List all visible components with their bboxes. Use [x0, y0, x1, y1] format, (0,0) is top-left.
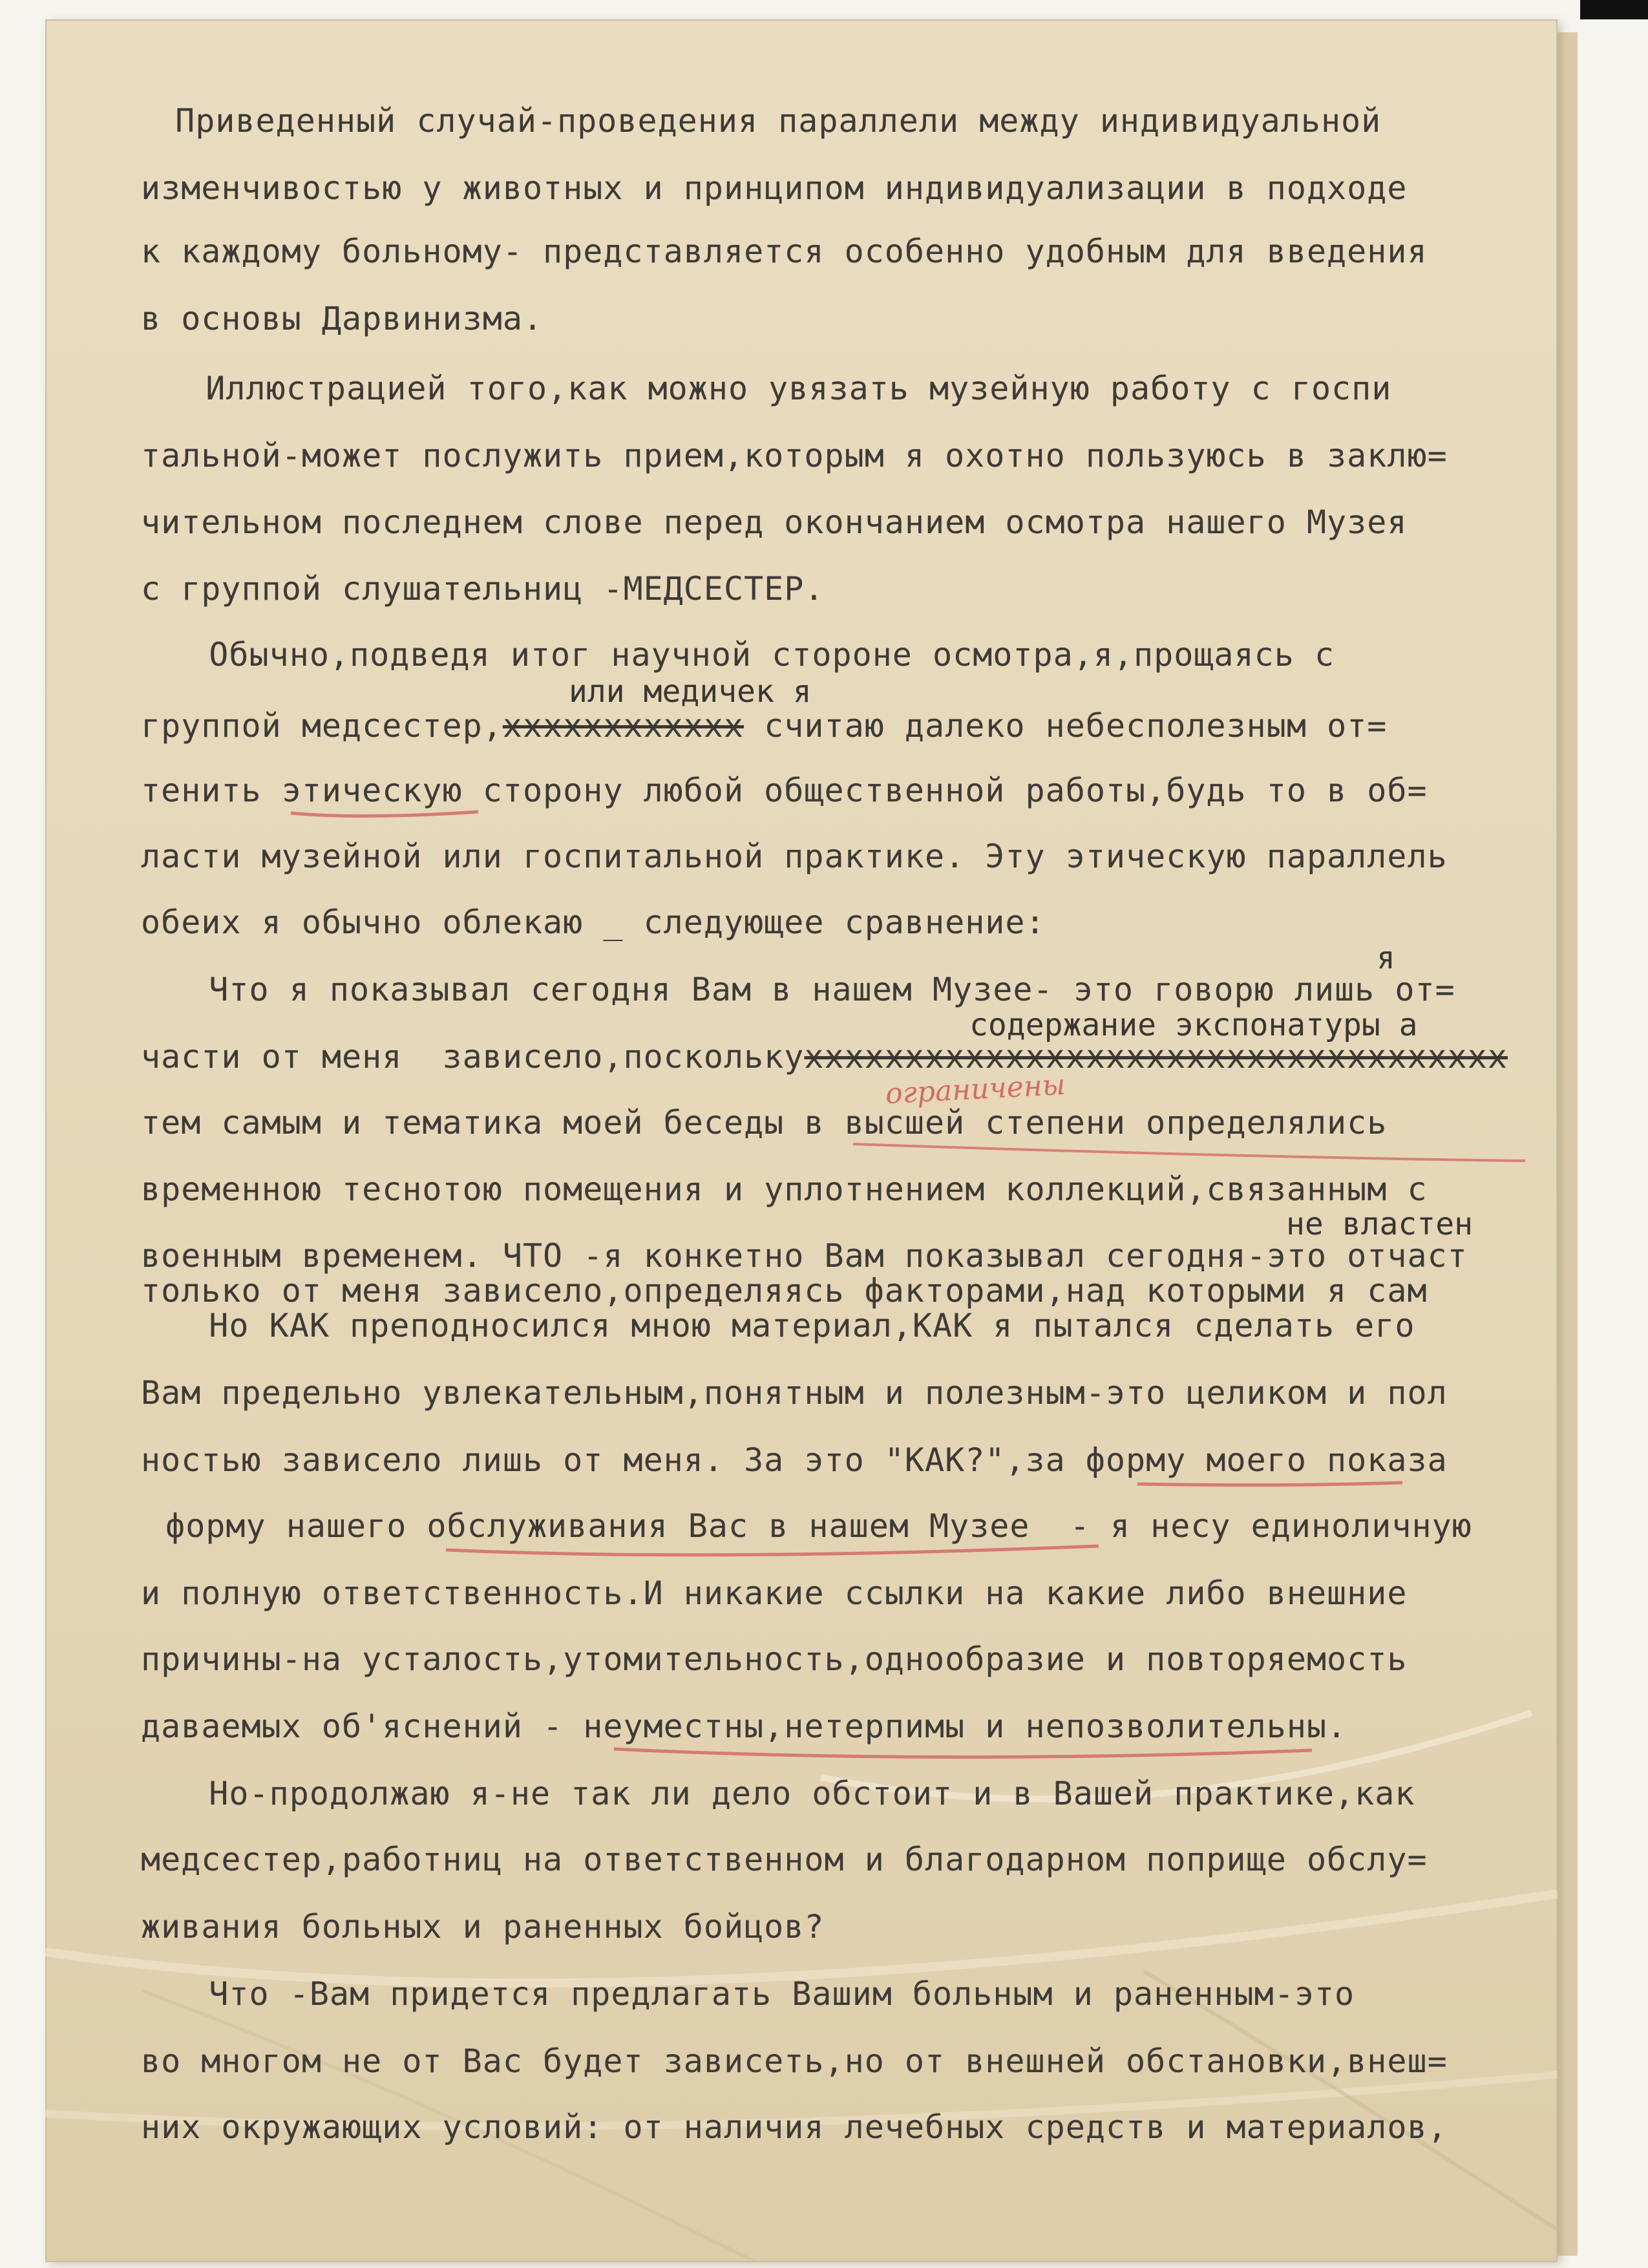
text-line-10-end: считаю далеко небесполезным от= — [744, 707, 1388, 745]
text-line-29: живания больных и раненных бойцов? — [141, 1908, 825, 1945]
typed-insertion-line14: я — [1377, 940, 1395, 976]
text-line-28: медсестер,работниц на ответственном и благодарном поприще обслу= — [141, 1841, 1428, 1878]
text-line-30: Что -Вам придется предлагать Вашим больным и раненным-это — [149, 1975, 1355, 2013]
text-line-13: обеих я обычно облекаю _ следующее сравнение: — [141, 904, 1046, 941]
text-line-8: с группой слушательниц -МЕДСЕСТЕР. — [141, 570, 825, 608]
typed-insertion-line15: содержание экспонатуры а — [969, 1007, 1418, 1043]
text-line-2: изменчивостью у животных и принципом индивидуализации в подходе — [141, 169, 1408, 207]
text-line-15-start: части от меня зависело,поскольку — [141, 1038, 805, 1076]
text-line-32: них окружающих условий: от наличия лечебных средств и материалов, — [141, 2108, 1448, 2146]
text-line-14: Что я показывал сегодня Вам в нашем Музее- это говорю лишь от= — [149, 971, 1455, 1008]
text-line-31: во многом не от Вас будет зависеть,но от внешней обстановки,внеш= — [141, 2042, 1448, 2080]
struck-text-line10: xxxxxxxxxxxx — [502, 707, 745, 745]
text-line-19: только от меня зависело,определяясь факторами,над которыми я сам — [141, 1272, 1428, 1309]
text-line-4: в основы Дарвинизма. — [141, 300, 544, 337]
text-line-26: даваемых об'яснений - неуместны,нетерпимы и непозволительны. — [141, 1708, 1347, 1745]
text-line-1: Приведенный случай-проведения параллели между индивидуальной — [155, 102, 1382, 140]
handwritten-correction: ограничены — [884, 1068, 1066, 1111]
typed-insertion-line10: или медичек я — [569, 673, 812, 710]
text-line-15 — [141, 1038, 1508, 1076]
text-line-5: Иллюстрацией того,как можно увязать музейную работу с госпи — [145, 370, 1392, 407]
text-line-25: причины-на усталость,утомительность,однообразие и повторяемость — [141, 1640, 1408, 1678]
text-line-11: тенить этическую сторону любой общественной работы,будь то в об= — [141, 772, 1428, 809]
text-line-20: Но КАК преподносился мною материал,КАК я пытался сделать его — [149, 1307, 1415, 1344]
text-line-21: Вам предельно увлекательным,понятным и полезным-это целиком и пол — [141, 1374, 1448, 1412]
text-line-27: Но-продолжаю я-не так ли дело обстоит и в Вашей практике,как — [149, 1775, 1415, 1812]
text-line-10-start: группой медсестер, — [141, 707, 503, 745]
text-line-24: и полную ответственность.И никакие ссылки на какие либо внешние — [141, 1574, 1408, 1612]
text-line-17: временною теснотою помещения и уплотнением коллекций,связанным с — [141, 1171, 1428, 1208]
text-line-9: Обычно,подведя итог научной стороне осмотра,я,прощаясь с — [149, 636, 1335, 673]
text-line-16: тем самым и тематика моей беседы в высшей степени определялись — [141, 1104, 1388, 1141]
text-line-23: форму нашего обслуживания Вас в нашем Музее - я несу единоличную — [145, 1507, 1472, 1545]
scanner-corner-mark — [1580, 0, 1648, 19]
text-line-22: ностью зависело лишь от меня. За это "КАК?",за форму моего показа — [141, 1441, 1448, 1479]
struck-text-line15: xxxxxxxxxxxxxxxxxxxxxxxxxxxxxxxxxxx — [804, 1038, 1508, 1076]
text-line-7: чительном последнем слове перед окончанием осмотра нашего Музея — [141, 503, 1408, 541]
text-line-3: к каждому больному- представляется особенно удобным для введения — [141, 233, 1428, 270]
typed-insertion-line18: не властен — [1286, 1206, 1473, 1242]
text-line-12: ласти музейной или госпитальной практике. Эту этическую параллель — [141, 838, 1448, 875]
text-line-18: военным временем. ЧТО -я конкетно Вам показывал сегодня-это отчаст — [141, 1237, 1468, 1275]
text-line-10 — [141, 707, 1388, 745]
text-line-6: тальной-может послужить прием,которым я охотно пользуюсь в заклю= — [141, 437, 1448, 474]
